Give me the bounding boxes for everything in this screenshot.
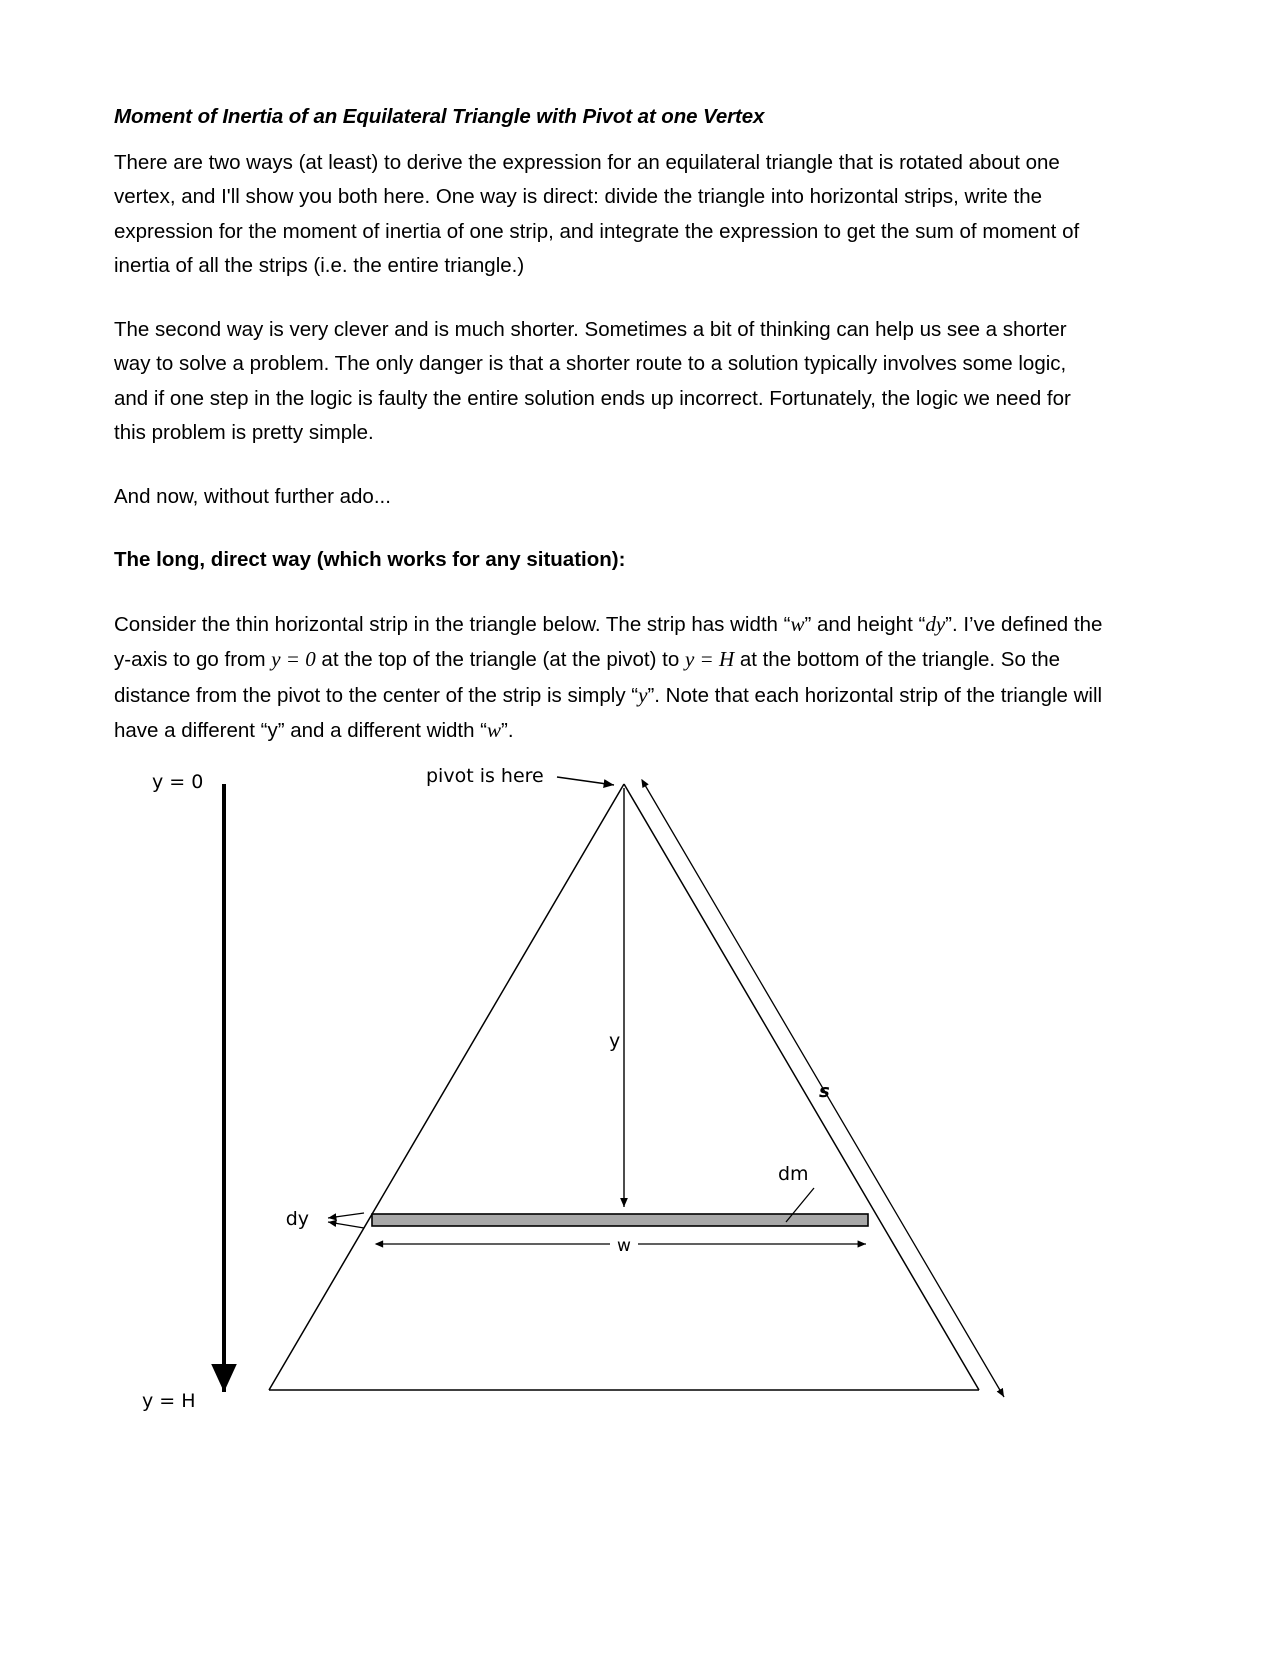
triangle-diagram [114,752,1114,1442]
triangle-left-edge [269,784,624,1390]
label-y-distance: y [609,1030,621,1052]
paragraph-second-way: The second way is very clever and is much shorter. Sometimes a bit of thinking can help us see a shorter way to solve a problem. The only danger is that a shorter route to a solution typically involves some logic, and if one step in the logic is faulty the entire solution ends up incorrect. Fortunately, the logic we need for this problem is pretty simple. [114,317,1071,445]
label-dy: dy [285,1208,309,1230]
strip-dm-rect [372,1214,868,1226]
symbol-dy: dy [925,611,946,636]
symbol-w: w [790,611,805,636]
label-w: w [617,1236,631,1256]
label-y-equals-0: y = 0 [152,771,204,793]
equation-y-equals-H: y = H [684,647,735,672]
label-y-equals-H: y = H [142,1390,196,1412]
triangle-right-edge [624,784,979,1390]
pivot-pointer-arrow [557,777,614,785]
text-seg-5: at the bottom of the triangle. So the distance from the pivot to the center of the strip is simply “ [114,648,1061,707]
dy-arrow-top [328,1213,364,1218]
page-title: Moment of Inertia of an Equilateral Triangle with Pivot at one Vertex [114,105,765,128]
dy-arrow-bottom [328,1222,364,1228]
label-pivot-is-here: pivot is here [426,765,544,787]
symbol-y: y [638,682,648,707]
text-seg-6: ”. Note that each horizontal strip of the triangle will have a different “y” and a different width “ [114,683,1103,743]
label-dm: dm [778,1163,809,1185]
text-seg-2: ” and height “ [804,612,926,636]
text-seg-1: Consider the thin horizontal strip in the triangle below. The strip has width “ [114,612,791,636]
triangle-diagram-svg [114,752,1114,1442]
text-seg-7: ”. [501,719,514,743]
document-body [114,104,1104,778]
paragraph-intro: There are two ways (at least) to derive the expression for an equilateral triangle that is rotated about one vertex, and I'll show you both here. One way is direct: divide the triangle into horizontal strips, write the expression for the moment of inertia of one strip, and integrate the expression to get the sum of moment of inertia of all the strips (i.e. the entire triangle.) [114,150,1080,278]
paragraph-without-further-ado: And now, without further ado... [114,484,391,508]
symbol-w-2: w [487,718,502,743]
paragraph-strip-definition [114,607,1104,749]
label-side-s: s [819,1081,830,1102]
text-seg-4: at the top of the triangle (at the pivot) to [315,648,685,672]
text-seg-3: ”. I’ve defined the y-axis to go from [114,612,1103,672]
equation-y-equals-0: y = 0 [271,647,316,672]
section-heading-long-way: The long, direct way (which works for any situation): [114,548,626,572]
